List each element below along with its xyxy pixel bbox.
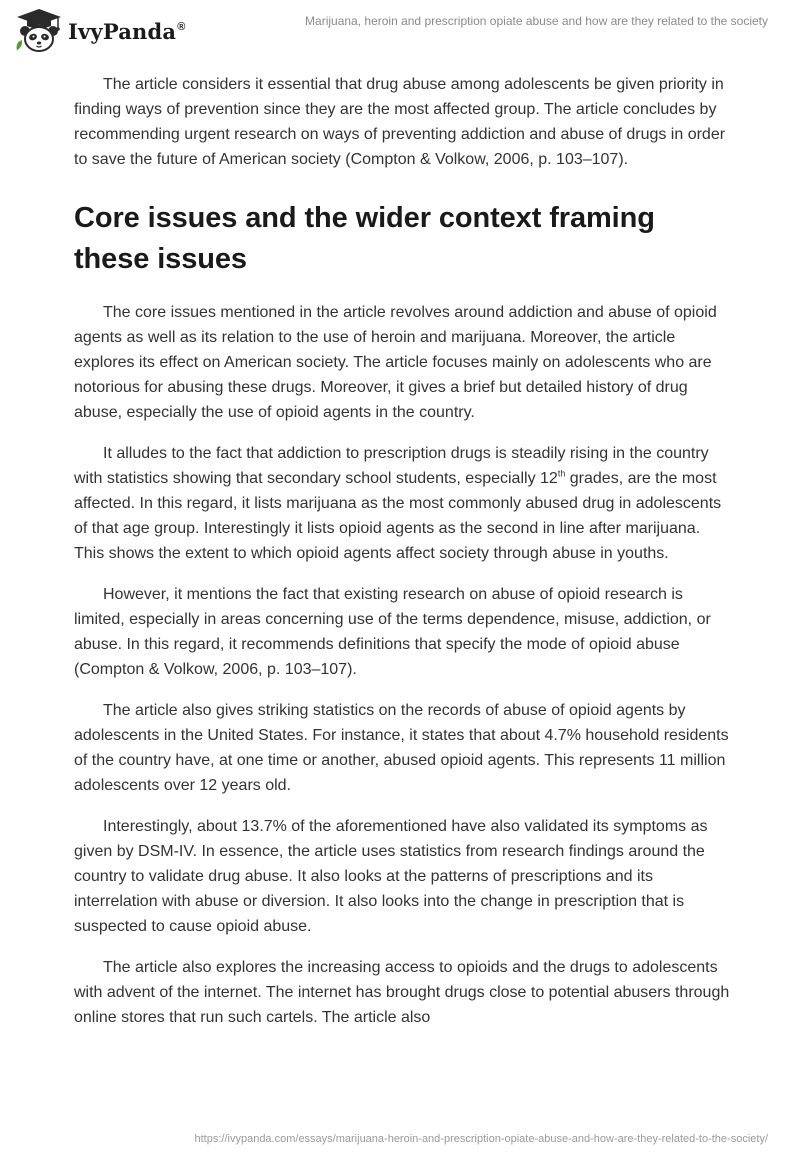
paragraph-core-issues: The core issues mentioned in the article revolves around addiction and abuse of opioid agents as well as its relation to the use of heroin and marijuana. Moreover, the article explores its effect on American society. The article focuses mainly on adolescents who are notorious for abusing these drugs. Moreover, it gives a brief but detailed history of drug abuse, especially the use of opioid agents in the country. (74, 304, 717, 421)
panda-graduate-icon (14, 6, 64, 54)
intro-paragraph: The article considers it essential that drug abuse among adolescents be given priority in finding ways of prevention since they are the most affected group. The article concludes by recommending urgent research on ways of preventing addiction and abuse of drugs in order to save the future of American society (Compton & Volkow, 2006, p. 103–107). (74, 76, 726, 168)
superscript-th: th (557, 468, 566, 479)
logo-text: IvyPanda (68, 18, 177, 44)
article-body (74, 72, 734, 1030)
paragraph-prescription-rise (74, 441, 734, 566)
paragraph-text-end: grades, are the most affected. In this regard, it lists marijuana as the most commonly abused drug in adolescents of that age group. Interestingly it lists opioid agents as the second in line after marijuana. This shows the extent to which opioid agents affect society through abuse in youths. (74, 470, 722, 562)
page-header (0, 0, 800, 60)
paragraph-text-start: It alludes to the fact that addiction to prescription drugs is steadily rising in the country with statistics showing that secondary school students, especially 12 (74, 445, 709, 487)
section-heading: Core issues and the wider context framing these issues (74, 202, 655, 275)
paragraph-internet-access: The article also explores the increasing access to opioids and the drugs to adolescents with advent of the internet. The internet has brought drugs close to potential abusers through online stores that run such cartels. The article also (74, 959, 730, 1026)
ivypanda-logo-link[interactable] (14, 6, 186, 54)
paragraph-dsm-iv: Interestingly, about 13.7% of the aforementioned have also validated its symptoms as given by DSM-IV. In essence, the article uses statistics from research findings around the country to validate drug abuse. It also looks at the patterns of prescriptions and its interrelation with abuse or diversion. It also looks into the change in prescription that is suspected to cause opioid abuse. (74, 818, 708, 935)
running-title: Marijuana, heroin and prescription opiate abuse and how are they related to the society (305, 14, 768, 28)
source-url-link[interactable]: https://ivypanda.com/essays/marijuana-heroin-and-prescription-opiate-abuse-and-how-are-they-related-to-the-society/ (194, 1133, 768, 1145)
logo-wordmark (68, 19, 186, 44)
paragraph-statistics: The article also gives striking statistics on the records of abuse of opioid agents by adolescents in the United States. For instance, it states that about 4.7% household residents of the country have, at one time or another, abused opioid agents. This represents 11 million adolescents over 12 years old. (74, 702, 729, 794)
registered-mark: ® (177, 20, 186, 33)
paragraph-limited-research: However, it mentions the fact that existing research on abuse of opioid research is limited, especially in areas concerning use of the terms dependence, misuse, addiction, or abuse. In this regard, it recommends definitions that specify the mode of opioid abuse (Compton & Volkow, 2006, p. 103–107). (74, 586, 711, 678)
